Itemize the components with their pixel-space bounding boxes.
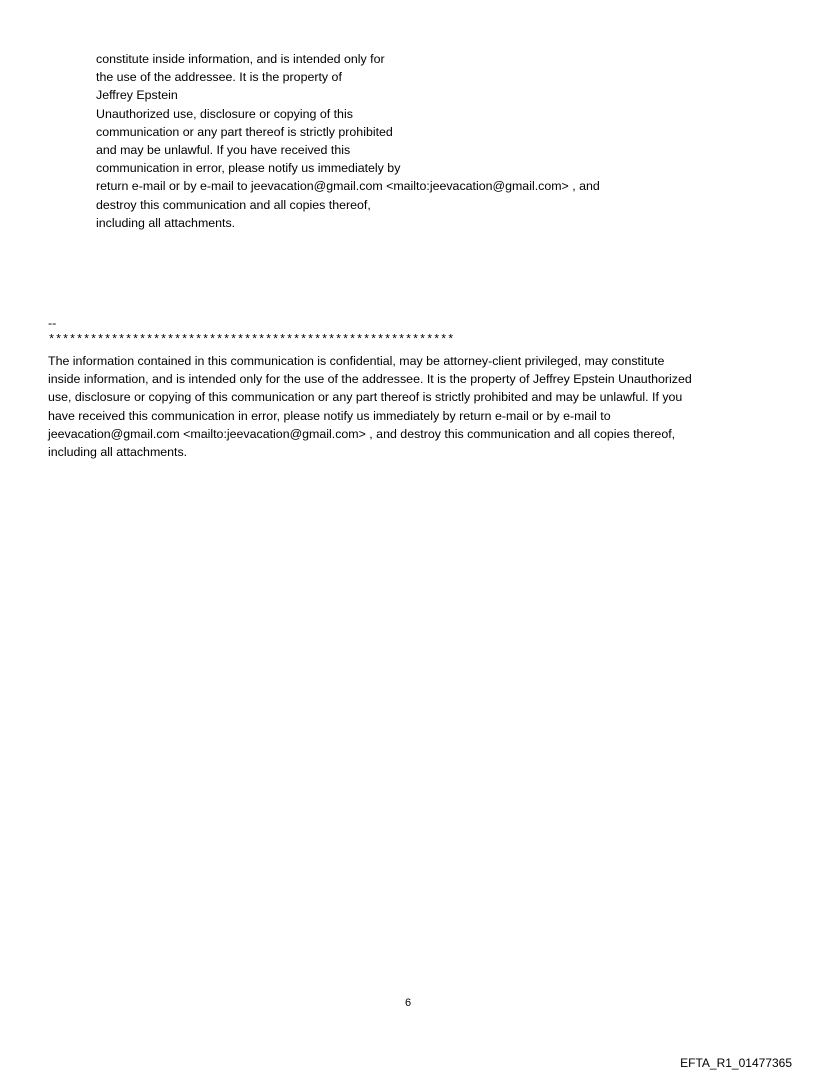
- quoted-disclaimer-line: including all attachments.: [96, 215, 236, 230]
- page-number: 6: [404, 997, 412, 1009]
- footer-disclaimer-line: The information contained in this communication is confidential, may be attorney-client privileged, may constitute: [48, 354, 665, 368]
- quoted-disclaimer-line: the use of the addressee. It is the property of: [96, 70, 342, 85]
- quoted-disclaimer-line: communication or any part thereof is strictly prohibited: [96, 124, 393, 139]
- quoted-disclaimer: [96, 50, 736, 232]
- footer-disclaimer-line: use, disclosure or copying of this communication or any part thereof is strictly prohibited and may be unlawful. If you: [48, 390, 683, 405]
- quoted-disclaimer-line: return e-mail or by e-mail to jeevacation@gmail.com <mailto:jeevacation@gmail.com> , and: [96, 179, 600, 194]
- quoted-disclaimer-line: communication in error, please notify us immediately by: [96, 161, 401, 176]
- footer-disclaimer-line: jeevacation@gmail.com <mailto:jeevacation@gmail.com> , and destroy this communication and all copies thereof,: [48, 426, 676, 441]
- quoted-disclaimer-line: Jeffrey Epstein: [96, 88, 178, 103]
- quoted-disclaimer-line: Unauthorized use, disclosure or copying of this: [96, 106, 353, 121]
- footer-disclaimer: [48, 352, 768, 461]
- footer-disclaimer-line: have received this communication in error, please notify us immediately by return e-mail or by e-mail to: [48, 408, 611, 423]
- asterisk-separator: **********************************************************: [48, 333, 455, 347]
- quoted-disclaimer-line: constitute inside information, and is intended only for: [96, 52, 385, 66]
- footer-disclaimer-line: inside information, and is intended only for the use of the addressee. It is the property of Jeffrey Epstein Unauthorized: [48, 372, 692, 387]
- quoted-disclaimer-line: and may be unlawful. If you have received this: [96, 143, 351, 158]
- quoted-disclaimer-line: destroy this communication and all copies thereof,: [96, 197, 371, 212]
- footer-disclaimer-line: including all attachments.: [48, 445, 188, 460]
- signature-dashes: --: [48, 316, 57, 330]
- bates-number: EFTA_R1_01477365: [680, 1056, 792, 1070]
